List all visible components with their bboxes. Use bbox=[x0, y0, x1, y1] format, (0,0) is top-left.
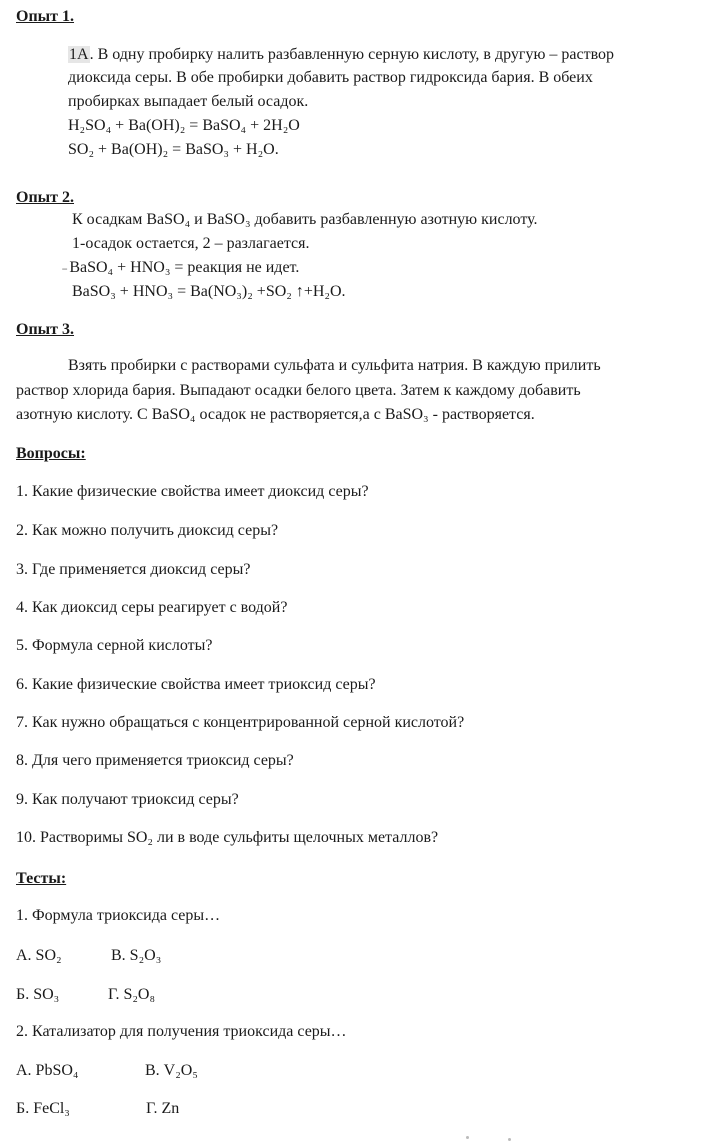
exp2-heading: Опыт 2. bbox=[16, 189, 75, 206]
question-item: 4. Как диоксид серы реагирует с водой? bbox=[16, 599, 288, 616]
exp2-equation-1 bbox=[62, 260, 299, 276]
exp1-line1-text: . В одну пробирку налить разбавленную серную кислоту, в другую – раствор bbox=[89, 46, 615, 63]
test-option-v: В. S₂O₃ bbox=[111, 947, 162, 964]
exp3-line3: азотную кислоту. С BaSO₄ осадок не растворяется,а с BaSO₃ - растворяется. bbox=[16, 406, 535, 423]
question-item: 8. Для чего применяется триоксид серы? bbox=[16, 752, 294, 769]
pen-mark-icon: ˗ bbox=[62, 259, 68, 276]
exp3-line2: раствор хлорида бария. Выпадают осадки белого цвета. Затем к каждому добавить bbox=[16, 382, 581, 399]
question-item: 10. Растворимы SO₂ ли в воде сульфиты щелочных металлов? bbox=[16, 829, 439, 846]
test-option-g: Г. Zn bbox=[146, 1100, 180, 1117]
test-option-b: Б. FeCl₃ bbox=[16, 1100, 70, 1117]
tests-heading: Тесты: bbox=[16, 870, 67, 887]
exp2-line2: 1-осадок остается, 2 – разлагается. bbox=[72, 235, 310, 252]
exp3-heading: Опыт 3. bbox=[16, 321, 75, 338]
scan-speck bbox=[466, 1136, 469, 1139]
exp1-line3: пробирках выпадает белый осадок. bbox=[68, 93, 309, 110]
question-item: 7. Как нужно обращаться с концентрированной серной кислотой? bbox=[16, 714, 465, 731]
question-item: 2. Как можно получить диоксид серы? bbox=[16, 522, 279, 539]
question-item: 6. Какие физические свойства имеет триоксид серы? bbox=[16, 676, 376, 693]
exp2-line1: К осадкам BaSO₄ и BaSO₃ добавить разбавленную азотную кислоту. bbox=[72, 211, 538, 228]
exp2-equation-2: BaSO₃ + HNO₃ = Ba(NO₃)₂ +SO₂ ↑+H₂O. bbox=[72, 283, 346, 300]
test-option-a: А. SO₂ bbox=[16, 947, 62, 964]
test-option-a: А. PbSO₄ bbox=[16, 1062, 79, 1079]
test-option-b: Б. SO₃ bbox=[16, 986, 60, 1003]
test-option-g: Г. S₂O₈ bbox=[108, 986, 156, 1003]
exp1-heading: Опыт 1. bbox=[16, 8, 75, 25]
test-question-2: 2. Катализатор для получения триоксида серы… bbox=[16, 1023, 347, 1040]
question-item: 3. Где применяется диоксид серы? bbox=[16, 561, 251, 578]
scan-speck bbox=[508, 1138, 511, 1141]
test-option-v: В. V₂O₅ bbox=[145, 1062, 198, 1079]
exp1-tag: 1А bbox=[69, 46, 89, 63]
exp3-line1: Взять пробирки с растворами сульфата и сульфита натрия. В каждую прилить bbox=[68, 357, 601, 374]
exp1-line1 bbox=[68, 47, 614, 63]
questions-heading: Вопросы: bbox=[16, 445, 86, 462]
test-question-1: 1. Формула триоксида серы… bbox=[16, 907, 221, 924]
question-item: 1. Какие физические свойства имеет диоксид серы? bbox=[16, 483, 369, 500]
exp1-line2: диоксида серы. В обе пробирки добавить раствор гидроксида бария. В обеих bbox=[68, 69, 593, 86]
question-item: 9. Как получают триоксид серы? bbox=[16, 791, 239, 808]
exp1-equation-2: SO₂ + Ba(OH)₂ = BaSO₃ + H₂O. bbox=[68, 141, 279, 158]
exp2-equation-1-text: BaSO₄ + HNO₃ = реакция не идет. bbox=[69, 259, 300, 276]
question-item: 5. Формула серной кислоты? bbox=[16, 637, 213, 654]
exp1-equation-1: H₂SO₄ + Ba(OH)₂ = BaSO₄ + 2H₂O bbox=[68, 117, 300, 134]
